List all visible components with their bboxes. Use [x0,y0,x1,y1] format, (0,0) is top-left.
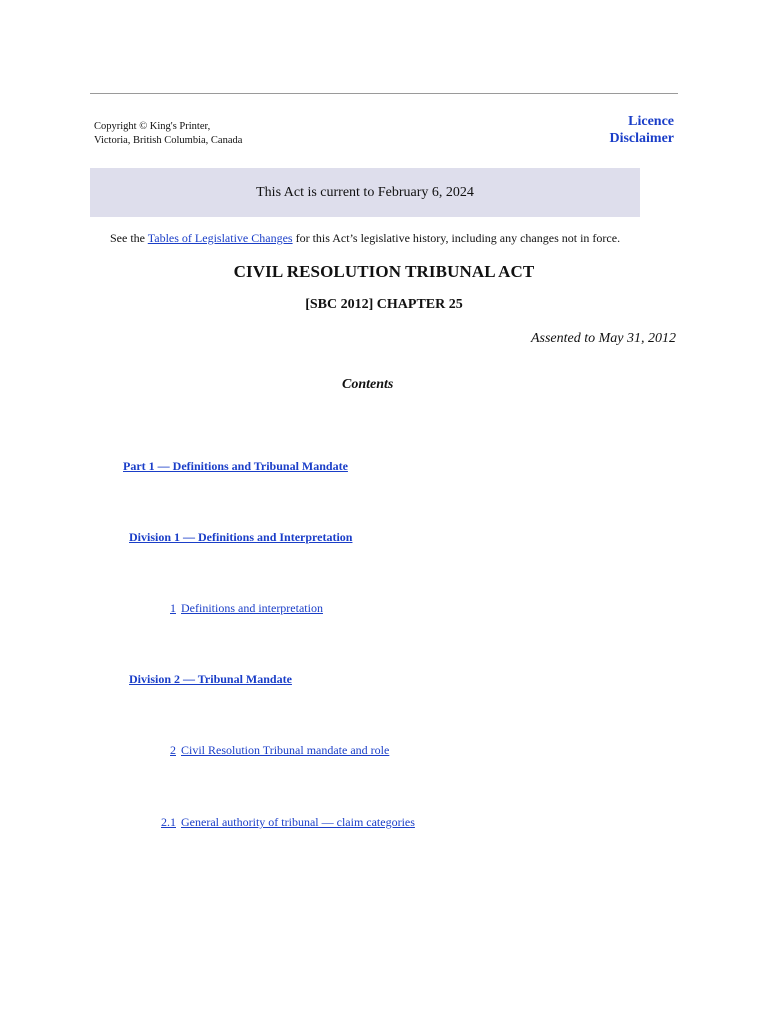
toc-division-2 [129,672,292,687]
act-chapter: [SBC 2012] CHAPTER 25 [305,297,463,312]
section-1-number-link[interactable]: 1 [170,601,176,615]
copyright-line-2: Victoria, British Columbia, Canada [94,135,243,146]
section-2-1-title-link[interactable]: General authority of tribunal — claim categories [181,815,415,829]
section-2-number-link[interactable]: 2 [170,743,176,757]
toc-section-2-1 [160,815,415,830]
currency-notice [90,168,640,217]
history-note-suffix: for this Act’s legislative history, including any changes not in force. [292,231,621,245]
licence-link[interactable]: Licence [628,114,674,129]
header-links [609,113,674,147]
currency-notice-text: This Act is current to February 6, 2024 [256,184,474,200]
header-divider [90,93,678,94]
section-2-title-link[interactable]: Civil Resolution Tribunal mandate and role [181,743,390,757]
disclaimer-link[interactable]: Disclaimer [609,131,674,146]
toc-section-2 [160,743,389,758]
tables-of-legislative-changes-link[interactable]: Tables of Legislative Changes [147,231,293,245]
division-1-link[interactable]: Division 1 — Definitions and Interpretation [129,530,353,544]
section-1-title-link[interactable]: Definitions and interpretation [181,601,323,615]
copyright-line-1: Copyright © King's Printer, [94,121,211,132]
assented-date: Assented to May 31, 2012 [530,331,676,346]
act-title: CIVIL RESOLUTION TRIBUNAL ACT [233,262,535,281]
legislative-history-note [110,231,620,246]
contents-heading: Contents [342,377,394,392]
copyright-notice [94,120,242,148]
history-note-prefix: See the [110,231,148,245]
division-2-link[interactable]: Division 2 — Tribunal Mandate [129,672,292,686]
toc-division-1 [129,530,352,545]
section-2-1-number-link[interactable]: 2.1 [161,815,176,829]
toc-part-1 [123,459,348,474]
part-1-link[interactable]: Part 1 — Definitions and Tribunal Mandate [123,459,348,473]
toc-section-1 [160,601,323,616]
